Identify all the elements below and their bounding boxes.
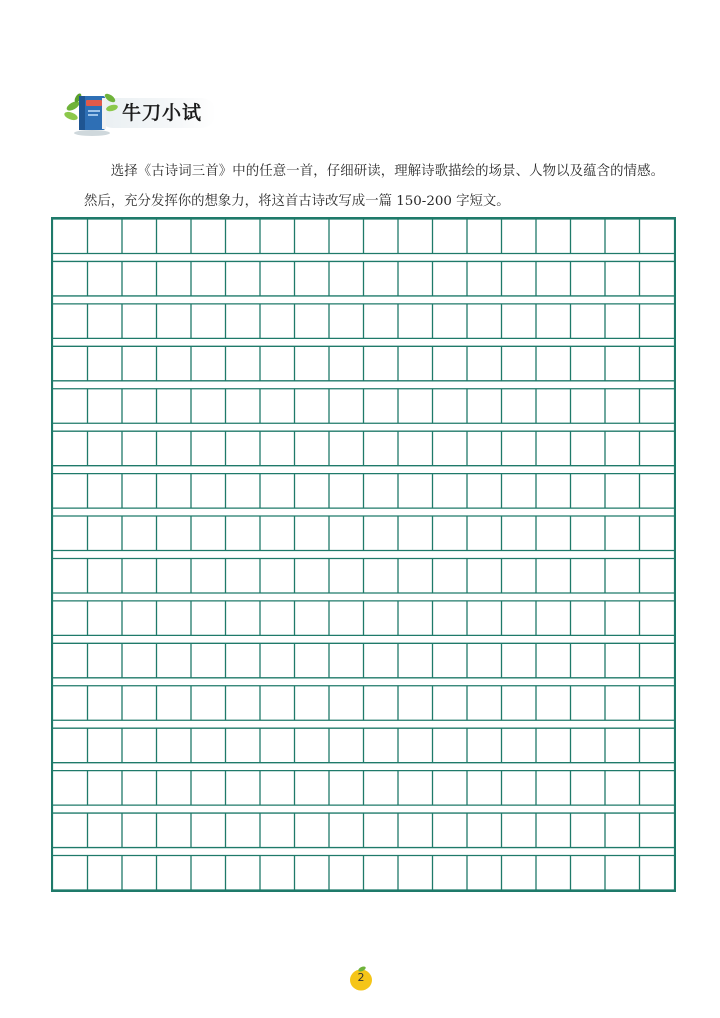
grid-row[interactable] xyxy=(53,771,674,806)
instruction-text: 选择《古诗词三首》中的任意一首，仔细研读，理解诗歌描绘的场景、人物以及蕴含的情感。然后，充分发挥你的想象力，将这首古诗改写成一篇 150-200 字短文。 xyxy=(84,164,664,210)
grid-row[interactable] xyxy=(53,601,674,636)
book-with-leaves-icon xyxy=(64,86,120,138)
grid-row[interactable] xyxy=(53,728,674,763)
writing-grid[interactable] xyxy=(51,217,676,892)
grid-row[interactable] xyxy=(53,219,674,254)
grid-row[interactable] xyxy=(53,558,674,593)
grid-row[interactable] xyxy=(53,304,674,339)
page-number: 2 xyxy=(357,971,365,984)
grid-row[interactable] xyxy=(53,516,674,551)
grid-row[interactable] xyxy=(53,389,674,424)
grid-row[interactable] xyxy=(53,431,674,466)
grid-row[interactable] xyxy=(53,643,674,678)
section-header xyxy=(64,86,224,138)
grid-row[interactable] xyxy=(53,474,674,509)
grid-row[interactable] xyxy=(53,686,674,721)
grid-row[interactable] xyxy=(53,346,674,381)
grid-row[interactable] xyxy=(53,856,674,891)
grid-row[interactable] xyxy=(53,813,674,848)
section-title: 牛刀小试 xyxy=(122,102,203,124)
grid-row[interactable] xyxy=(53,261,674,296)
